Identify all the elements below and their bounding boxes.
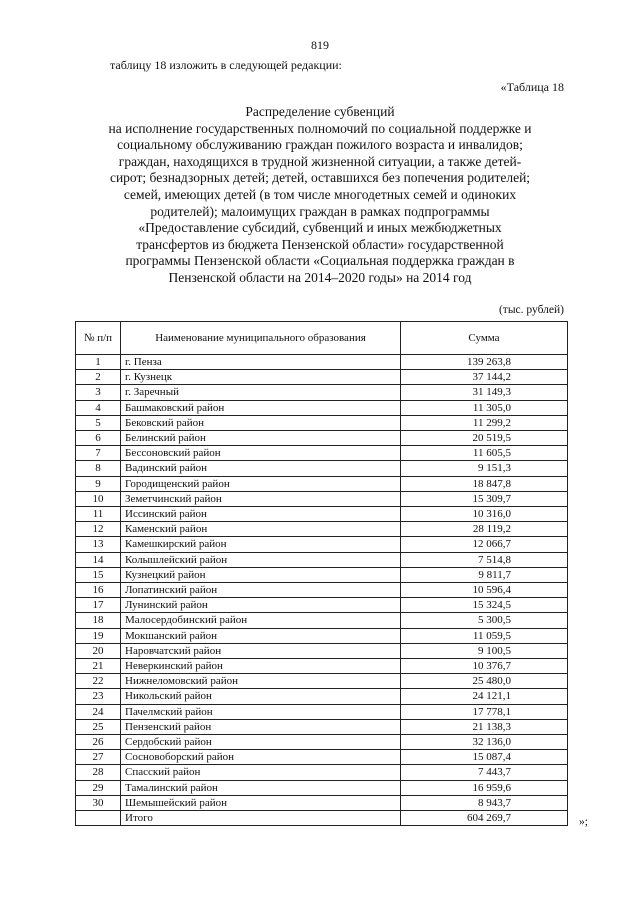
amount-value: 32 136,0 <box>401 735 568 750</box>
municipality-name: Вадинский район <box>121 461 401 476</box>
table-row <box>76 735 568 750</box>
row-number: 2 <box>76 370 121 385</box>
municipality-name: Башмаковский район <box>121 400 401 415</box>
municipality-name: Пензенский район <box>121 719 401 734</box>
municipality-name: Сердобский район <box>121 735 401 750</box>
table-row <box>76 583 568 598</box>
intro-text: таблицу 18 изложить в следующей редакции: <box>110 58 342 72</box>
table-row <box>76 750 568 765</box>
title-line: «Предоставление субсидий, субвенций и иных межбюджетных <box>138 220 502 236</box>
row-number: 19 <box>76 628 121 643</box>
table-row <box>76 446 568 461</box>
amount-value: 11 605,5 <box>401 446 568 461</box>
row-number: 23 <box>76 689 121 704</box>
amount-value: 9 100,5 <box>401 643 568 658</box>
row-number: 13 <box>76 537 121 552</box>
municipality-name: Бековский район <box>121 415 401 430</box>
row-number: 26 <box>76 735 121 750</box>
total-value: 604 269,7 <box>401 811 568 826</box>
municipality-name: Лунинский район <box>121 598 401 613</box>
table-row <box>76 476 568 491</box>
row-number: 4 <box>76 400 121 415</box>
municipality-name: Кузнецкий район <box>121 567 401 582</box>
amount-value: 8 943,7 <box>401 795 568 810</box>
table-row <box>76 461 568 476</box>
amount-value: 10 316,0 <box>401 507 568 522</box>
municipality-name: Каменский район <box>121 522 401 537</box>
table-total-row <box>76 811 568 826</box>
title-line: родителей); малоимущих граждан в рамках подпрограммы <box>150 203 490 219</box>
row-number: 1 <box>76 355 121 370</box>
table-row <box>76 704 568 719</box>
row-number: 30 <box>76 795 121 810</box>
amount-value: 37 144,2 <box>401 370 568 385</box>
municipality-name: Тамалинский район <box>121 780 401 795</box>
total-number <box>76 811 121 826</box>
amount-value: 9 811,7 <box>401 567 568 582</box>
municipality-name: Пачелмский район <box>121 704 401 719</box>
table-row <box>76 400 568 415</box>
table-row <box>76 598 568 613</box>
title-line: Распределение субвенций <box>245 104 395 119</box>
row-number: 6 <box>76 431 121 446</box>
municipality-name: Городищенский район <box>121 476 401 491</box>
municipality-name: Мокшанский район <box>121 628 401 643</box>
row-number: 29 <box>76 780 121 795</box>
amount-value: 10 376,7 <box>401 659 568 674</box>
document-title <box>60 104 580 287</box>
municipality-name: Колышлейский район <box>121 552 401 567</box>
title-line: сирот; безнадзорных детей; детей, оставшихся без попечения родителей; <box>109 170 531 186</box>
municipality-name: Шемышейский район <box>121 795 401 810</box>
table-row <box>76 659 568 674</box>
table-row <box>76 674 568 689</box>
row-number: 11 <box>76 507 121 522</box>
table-row <box>76 431 568 446</box>
units-label: (тыс. рублей) <box>498 304 564 316</box>
municipality-name: г. Заречный <box>121 385 401 400</box>
table-row <box>76 628 568 643</box>
amount-value: 20 519,5 <box>401 431 568 446</box>
table-row <box>76 567 568 582</box>
table-row <box>76 385 568 400</box>
row-number: 12 <box>76 522 121 537</box>
subvention-table <box>75 321 568 826</box>
row-number: 8 <box>76 461 121 476</box>
amount-value: 11 299,2 <box>401 415 568 430</box>
total-label: Итого <box>121 811 401 826</box>
row-number: 16 <box>76 583 121 598</box>
row-number: 7 <box>76 446 121 461</box>
table-row <box>76 537 568 552</box>
title-line: социальному обслуживанию граждан пожилого возраста и инвалидов; <box>117 137 523 153</box>
amount-value: 15 309,7 <box>401 491 568 506</box>
table-label: «Таблица 18 <box>500 80 564 94</box>
amount-value: 18 847,8 <box>401 476 568 491</box>
title-line: семей, имеющих детей (в том числе многодетных семей и одиноких <box>123 186 517 202</box>
amount-value: 17 778,1 <box>401 704 568 719</box>
municipality-name: Сосновоборский район <box>121 750 401 765</box>
amount-value: 31 149,3 <box>401 385 568 400</box>
row-number: 14 <box>76 552 121 567</box>
amount-value: 15 087,4 <box>401 750 568 765</box>
row-number: 17 <box>76 598 121 613</box>
table-row <box>76 795 568 810</box>
table-row <box>76 719 568 734</box>
table-row <box>76 552 568 567</box>
municipality-name: Камешкирский район <box>121 537 401 552</box>
row-number: 18 <box>76 613 121 628</box>
row-number: 21 <box>76 659 121 674</box>
amount-value: 11 059,5 <box>401 628 568 643</box>
municipality-name: Лопатинский район <box>121 583 401 598</box>
table-row <box>76 643 568 658</box>
title-line: программы Пензенской области «Социальная поддержка граждан в <box>125 253 515 269</box>
municipality-name: Малосердобинский район <box>121 613 401 628</box>
table-row <box>76 765 568 780</box>
municipality-name: г. Пенза <box>121 355 401 370</box>
amount-value: 139 263,8 <box>401 355 568 370</box>
table-row <box>76 613 568 628</box>
amount-value: 21 138,3 <box>401 719 568 734</box>
amount-value: 10 596,4 <box>401 583 568 598</box>
amount-value: 11 305,0 <box>401 400 568 415</box>
row-number: 5 <box>76 415 121 430</box>
amount-value: 15 324,5 <box>401 598 568 613</box>
amount-value: 7 443,7 <box>401 765 568 780</box>
municipality-name: Никольский район <box>121 689 401 704</box>
row-number: 10 <box>76 491 121 506</box>
table-row <box>76 491 568 506</box>
row-number: 15 <box>76 567 121 582</box>
municipality-name: Неверкинский район <box>121 659 401 674</box>
municipality-name: Наровчатский район <box>121 643 401 658</box>
row-number: 25 <box>76 719 121 734</box>
table-row <box>76 689 568 704</box>
amount-value: 9 151,3 <box>401 461 568 476</box>
row-number: 24 <box>76 704 121 719</box>
closing-mark: »; <box>579 816 588 828</box>
table-row <box>76 415 568 430</box>
table-row <box>76 522 568 537</box>
title-line: Пензенской области на 2014–2020 годы» на 2014 год <box>168 269 472 285</box>
row-number: 22 <box>76 674 121 689</box>
municipality-name: Бессоновский район <box>121 446 401 461</box>
municipality-name: г. Кузнецк <box>121 370 401 385</box>
amount-value: 28 119,2 <box>401 522 568 537</box>
title-line: на исполнение государственных полномочий по социальной поддержке и <box>108 120 532 136</box>
header-municipality: Наименование муниципального образования <box>121 322 401 355</box>
amount-value: 7 514,8 <box>401 552 568 567</box>
title-line: граждан, находящихся в трудной жизненной ситуации, а также детей- <box>118 153 522 169</box>
amount-value: 25 480,0 <box>401 674 568 689</box>
table-row <box>76 780 568 795</box>
table-row <box>76 355 568 370</box>
municipality-name: Спасский район <box>121 765 401 780</box>
municipality-name: Земетчинский район <box>121 491 401 506</box>
header-number: № п/п <box>76 322 121 355</box>
row-number: 20 <box>76 643 121 658</box>
municipality-name: Иссинский район <box>121 507 401 522</box>
page-number: 819 <box>311 38 329 52</box>
header-amount: Сумма <box>401 322 568 355</box>
municipality-name: Нижнеломовский район <box>121 674 401 689</box>
amount-value: 16 959,6 <box>401 780 568 795</box>
row-number: 27 <box>76 750 121 765</box>
table-row <box>76 370 568 385</box>
municipality-name: Белинский район <box>121 431 401 446</box>
amount-value: 5 300,5 <box>401 613 568 628</box>
table-row <box>76 507 568 522</box>
amount-value: 24 121,1 <box>401 689 568 704</box>
row-number: 9 <box>76 476 121 491</box>
table-header-row <box>76 322 568 355</box>
title-line: трансфертов из бюджета Пензенской области» государственной <box>136 236 504 252</box>
row-number: 3 <box>76 385 121 400</box>
row-number: 28 <box>76 765 121 780</box>
amount-value: 12 066,7 <box>401 537 568 552</box>
